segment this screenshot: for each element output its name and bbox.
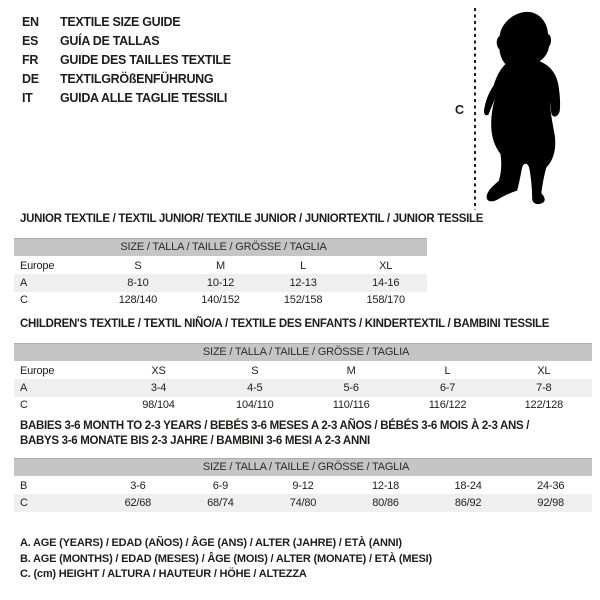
table-row — [14, 494, 592, 512]
row-label: B — [14, 477, 97, 495]
size-cell: M — [179, 257, 262, 275]
size-cell: 18-24 — [427, 477, 510, 495]
section-title: BABIES 3-6 MONTH TO 2-3 YEARS / BEBÉS 3-6 MESES A 2-3 AÑOS / BÉBÉS 3-6 MOIS À 2-3 ANS / — [20, 420, 530, 432]
row-label: Europe — [14, 257, 97, 275]
size-cell: 3-6 — [97, 477, 180, 495]
size-cell: 10-12 — [179, 274, 262, 292]
baby-silhouette-icon — [482, 10, 574, 208]
language-code: DE — [22, 71, 39, 86]
size-cell: 6-7 — [399, 379, 495, 397]
size-cell: L — [399, 362, 495, 380]
language-row — [22, 50, 231, 69]
size-cell: XL — [496, 362, 592, 380]
table-row — [14, 379, 592, 397]
size-cell: 158/170 — [344, 292, 427, 310]
legend-line: C. (cm) HEIGHT / ALTURA / HAUTEUR / HÖHE / ALTEZZA — [20, 568, 307, 580]
size-cell: 4-5 — [207, 379, 303, 397]
language-label: GUÍA DE TALLAS — [60, 33, 160, 48]
row-label: Europe — [14, 362, 110, 380]
size-cell: 152/158 — [262, 292, 345, 310]
row-label: C — [14, 397, 110, 415]
baby-figure — [440, 0, 600, 215]
height-measure-label: C — [455, 103, 465, 117]
size-section — [14, 212, 592, 309]
size-cell: 104/110 — [207, 397, 303, 415]
size-cell: 8-10 — [97, 274, 180, 292]
language-code: EN — [22, 14, 39, 29]
language-code: ES — [22, 33, 39, 48]
size-cell: 122/128 — [496, 397, 592, 415]
size-cell: S — [97, 257, 180, 275]
size-cell: 7-8 — [496, 379, 592, 397]
language-label: GUIDA ALLE TAGLIE TESSILI — [60, 90, 228, 105]
height-measure-dotted-line — [474, 8, 476, 210]
size-cell: 86/92 — [427, 494, 510, 512]
table-row — [14, 397, 592, 415]
row-label: C — [14, 292, 97, 310]
size-cell: 68/74 — [179, 494, 262, 512]
language-label: TEXTILGRÖßENFÜHRUNG — [60, 71, 214, 86]
section-title: BABYS 3-6 MONATE BIS 2-3 JAHRE / BAMBINI 3-6 MESI A 2-3 ANNI — [20, 435, 370, 447]
size-cell: 12-18 — [344, 477, 427, 495]
size-cell: 116/122 — [399, 397, 495, 415]
language-code: IT — [22, 90, 33, 105]
table-row — [14, 292, 427, 310]
section-title: JUNIOR TEXTILE / TEXTIL JUNIOR/ TEXTILE JUNIOR / JUNIORTEXTIL / JUNIOR TESSILE — [20, 213, 484, 225]
row-label: C — [14, 494, 97, 512]
size-cell: 3-4 — [110, 379, 206, 397]
size-section — [14, 317, 592, 414]
size-cell: 6-9 — [179, 477, 262, 495]
table-row — [14, 362, 592, 380]
size-table — [14, 343, 592, 414]
size-header-label: SIZE / TALLA / TAILLE / GRÖSSE / TAGLIA — [202, 461, 410, 474]
size-header-row — [14, 239, 427, 257]
legend-line: A. AGE (YEARS) / EDAD (AÑOS) / ÂGE (ANS) / ALTER (JAHRE) / ETÀ (ANNI) — [20, 537, 402, 549]
size-cell: 140/152 — [179, 292, 262, 310]
size-cell: 92/98 — [509, 494, 592, 512]
table-row — [14, 477, 592, 495]
size-table — [14, 458, 592, 512]
row-label: A — [14, 379, 110, 397]
size-header-label: SIZE / TALLA / TAILLE / GRÖSSE / TAGLIA — [120, 241, 327, 254]
size-cell: 9-12 — [262, 477, 345, 495]
language-label: TEXTILE SIZE GUIDE — [60, 14, 181, 29]
language-list — [22, 12, 231, 107]
table-row — [14, 274, 427, 292]
size-cell: 74/80 — [262, 494, 345, 512]
size-cell: 62/68 — [97, 494, 180, 512]
size-header-label: SIZE / TALLA / TAILLE / GRÖSSE / TAGLIA — [202, 346, 410, 359]
size-cell: 5-6 — [303, 379, 399, 397]
size-cell: XL — [344, 257, 427, 275]
size-cell: 80/86 — [344, 494, 427, 512]
size-cell: 24-36 — [509, 477, 592, 495]
size-header-row — [14, 344, 592, 362]
size-table — [14, 238, 427, 309]
size-cell: 12-13 — [262, 274, 345, 292]
row-label: A — [14, 274, 97, 292]
legend — [20, 536, 432, 583]
size-cell: L — [262, 257, 345, 275]
language-label: GUIDE DES TAILLES TEXTILE — [60, 52, 231, 67]
table-row — [14, 257, 427, 275]
size-header-row — [14, 459, 592, 477]
size-section — [14, 419, 592, 512]
legend-line: B. AGE (MONTHS) / EDAD (MESES) / ÂGE (MOIS) / ALTER (MONATE) / ETÀ (MESI) — [20, 552, 432, 565]
size-cell: XS — [110, 362, 206, 380]
section-title: CHILDREN'S TEXTILE / TEXTIL NIÑO/A / TEXTILE DES ENFANTS / KINDERTEXTIL / BAMBINI TESSILE — [20, 318, 550, 330]
language-row — [22, 12, 231, 31]
size-cell: 128/140 — [97, 292, 180, 310]
language-row — [22, 69, 231, 88]
size-cell: 14-16 — [344, 274, 427, 292]
size-cell: 110/116 — [303, 397, 399, 415]
size-cell: M — [303, 362, 399, 380]
size-cell: 98/104 — [110, 397, 206, 415]
language-row — [22, 31, 231, 50]
language-row — [22, 88, 231, 107]
language-code: FR — [22, 52, 39, 67]
size-cell: S — [207, 362, 303, 380]
